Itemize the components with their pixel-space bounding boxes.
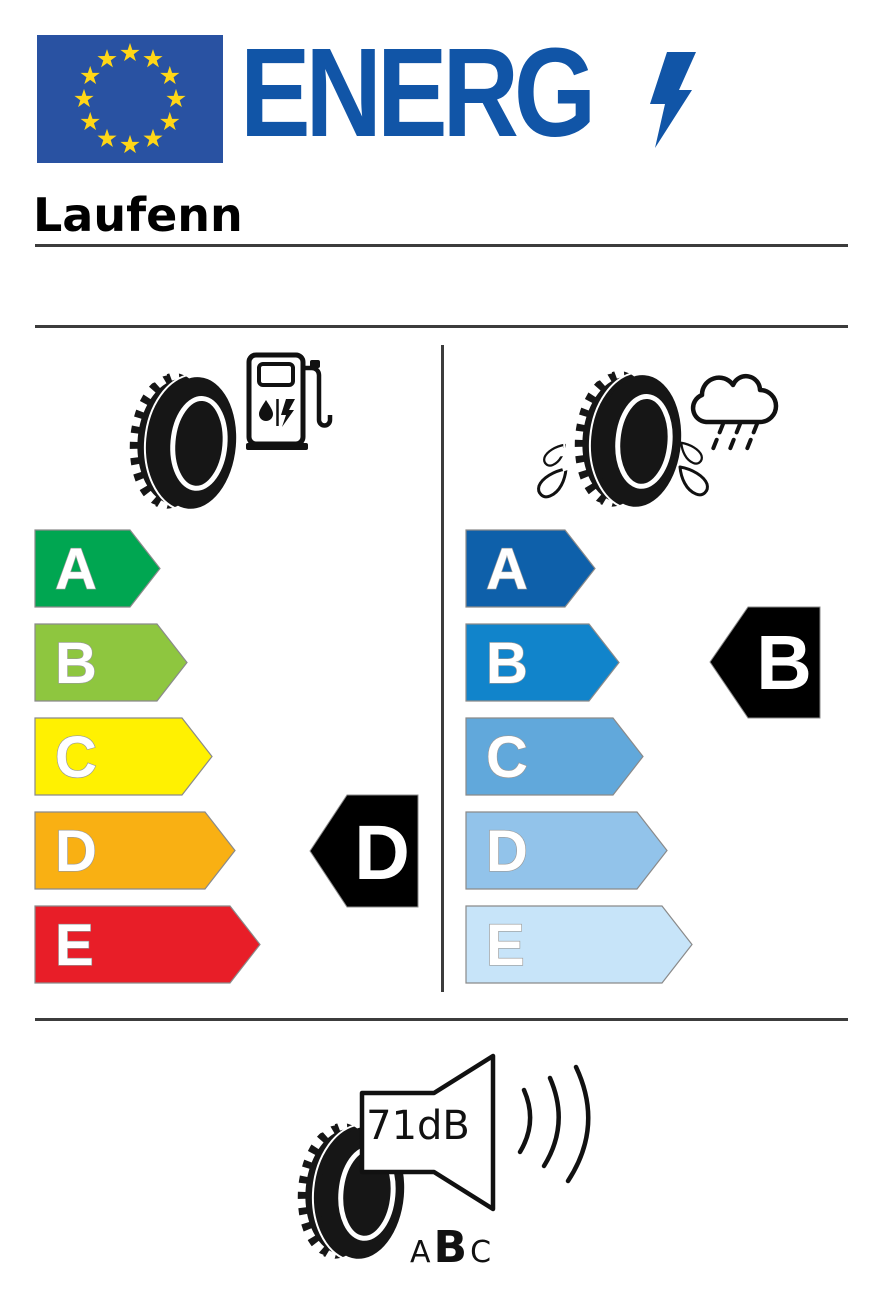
wet-scale-row-d [466, 812, 667, 889]
wet-grip-icon [537, 352, 783, 518]
fuel-scale-row-b [35, 624, 187, 701]
svg-text:B: B [55, 631, 97, 696]
rule-bottom [35, 1018, 848, 1021]
rule-top [35, 244, 848, 247]
svg-text:A: A [486, 537, 528, 602]
rule-section [35, 325, 848, 328]
svg-text:D: D [486, 819, 528, 884]
wet-rating-indicator [710, 607, 820, 718]
tire-icon [113, 369, 242, 515]
brand-name: Laufenn [33, 188, 243, 242]
svg-text:C: C [486, 725, 528, 790]
svg-text:D: D [55, 819, 97, 884]
eu-flag [37, 35, 223, 163]
wet-scale-row-b [466, 624, 619, 701]
noise-class-scale [410, 1222, 491, 1273]
svg-text:E: E [486, 913, 525, 978]
fuel-scale-row-c [35, 718, 212, 795]
svg-text:B: B [486, 631, 528, 696]
fuel-scale-row-a [35, 530, 160, 607]
svg-text:A: A [55, 537, 97, 602]
tire-icon [558, 367, 687, 513]
wet-scale-row-a [466, 530, 595, 607]
svg-text:D: D [354, 810, 410, 896]
fuel-efficiency-icon [128, 350, 320, 512]
svg-text:B: B [756, 620, 812, 706]
svg-text:C: C [55, 725, 97, 790]
svg-text:E: E [55, 913, 94, 978]
energ-logo-text: ENERG [240, 22, 592, 163]
fuel-pump-icon [246, 355, 330, 450]
fuel-rating-indicator [310, 795, 418, 907]
noise-class-c: C [470, 1235, 492, 1270]
rain-cloud-icon [693, 376, 776, 454]
noise-value: 71dB [366, 1103, 470, 1149]
lightning-bolt-icon [650, 52, 700, 148]
wet-scale-row-e [466, 906, 692, 983]
column-divider [441, 345, 444, 992]
wet-scale-row-c [466, 718, 643, 795]
noise-class-a: A [410, 1235, 431, 1270]
fuel-scale-row-e [35, 906, 260, 983]
sound-waves-icon [512, 1060, 596, 1190]
fuel-scale-row-d [35, 812, 235, 889]
noise-class-b-current: B [433, 1222, 468, 1273]
